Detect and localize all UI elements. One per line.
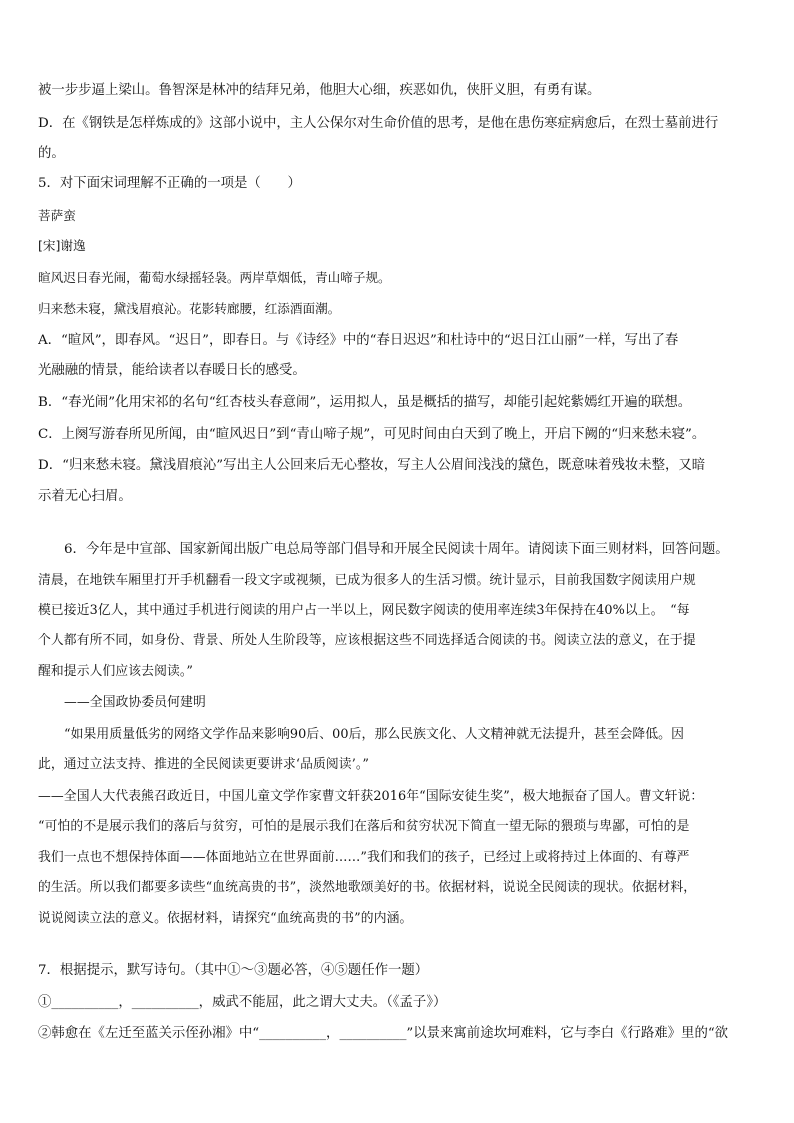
q5-option-a: A．“暄风”，即春风。“迟日”，即春日。与《诗经》中的“春日迟迟”和杜诗中的“迟日江山丽”一样，写出了春 [38, 333, 679, 348]
q5-option-d: D．“归来愁未寝。黛浅眉痕沁”写出主人公回来后无心整妆，写主人公眉间浅浅的黛色，既意味着残妆未整，又暗 [38, 458, 706, 473]
material-3-line-2: “可怕的不是展示我们的落后与贫穷，可怕的是展示我们在落后和贫穷状况下简直一望无际的猥琐与卑鄙，可怕的是 [38, 819, 690, 834]
question-6-stem: 6．今年是中宣部、国家新闻出版广电总局等部门倡导和开展全民阅读十周年。请阅读下面三则材料，回答问题。 [64, 542, 729, 557]
material-1-line-2: 模已接近3亿人，其中通过手机进行阅读的用户占一半以上，网民数字阅读的使用率连续3年保持在40%以上。 “每 [38, 603, 690, 618]
material-1-source: ——全国政协委员何建明 [64, 695, 206, 710]
material-2-line-1: “如果用质量低劣的网络文学作品来影响90后、00后，那么民族文化、人文精神就无法提升，甚至会降低。因 [64, 727, 684, 742]
question-5-stem: 5．对下面宋词理解不正确的一项是（ ） [38, 176, 301, 191]
poem-title: 菩萨蛮 [38, 208, 76, 223]
poem-line-1: 暄风迟日春光闹，葡萄水绿摇轻袅。两岸草烟低，青山啼子规。 [38, 270, 391, 285]
q5-option-b: B．“春光闹”化用宋祁的名句“红杏枝头春意闹”，运用拟人，虽是概括的描写，却能引起姹紫嫣红开遍的联想。 [38, 395, 692, 410]
option-d-steel: D．在《钢铁是怎样炼成的》这部小说中，主人公保尔对生命价值的思考，是他在患伤寒症病愈后，在烈士墓前进行 [38, 116, 719, 131]
q5-option-c: C．上阕写游春所见所闻，由“暄风迟日”到“青山啼子规”，可见时间由白天到了晚上，开启下阙的“归来愁未寝”。 [38, 427, 706, 442]
material-3-line-1: ——全国人大代表熊召政近日，中国儿童文学作家曹文轩获2016年“国际安徒生奖”，极大地振奋了国人。曹文轩说： [38, 789, 704, 804]
question-7-stem: 7．根据提示，默写诗句。（其中①～③题必答，④⑤题任作一题） [38, 963, 429, 978]
material-3-line-4: 的生活。所以我们都要多读些“血统高贵的书”，淡然地歌颂美好的书。依据材料，说说全民阅读的现状。依据材料， [38, 880, 697, 895]
poem-line-2: 归来愁未寝，黛浅眉痕沁。花影转廊腰，红添酒面潮。 [38, 301, 341, 316]
material-1-line-4: 醒和提示人们应该去阅读。” [38, 664, 194, 679]
material-3-line-3: 我们一点也不想保持体面——体面地站立在世界面前……”我们和我们的孩子，已经过上或将持过上体面的、有尊严 [38, 850, 690, 865]
option-d-steel-cont: 的。 [38, 146, 65, 161]
q5-option-a-cont: 光融融的情景，能给读者以春暖日长的感受。 [38, 363, 306, 378]
q5-option-d-cont: 示着无心扫眉。 [38, 489, 132, 504]
material-3-line-5: 说说阅读立法的意义。依据材料，请探究“血统高贵的书”的内涵。 [38, 911, 413, 926]
material-1-line-3: 个人都有所不同，如身份、背景、所处人生阶段等，应该根据这些不同选择适合阅读的书。阅读立法的意义，在于提 [38, 633, 696, 648]
question-7-item-1: ①__________，__________，威武不能屈，此之谓大丈夫。（《孟子》） [38, 995, 447, 1010]
material-2-line-2: 此，通过立法支持、推进的全民阅读更要讲求‘品质阅读’。” [38, 757, 369, 772]
poem-author: [宋]谢逸 [38, 238, 86, 253]
material-1-line-1: 清晨，在地铁车厢里打开手机翻看一段文字或视频，已成为很多人的生活习惯。统计显示，目前我国数字阅读用户规 [38, 573, 696, 588]
question-7-item-2: ②韩愈在《左迁至蓝关示侄孙湘》中“__________，__________”以景来寓前途坎坷难料，它与李白《行路难》里的“欲 [38, 1026, 729, 1041]
text-line-liangshan: 被一步步逼上梁山。鲁智深是林冲的结拜兄弟，他胆大心细，疾恶如仇，侠肝义胆，有勇有谋。 [38, 83, 601, 98]
